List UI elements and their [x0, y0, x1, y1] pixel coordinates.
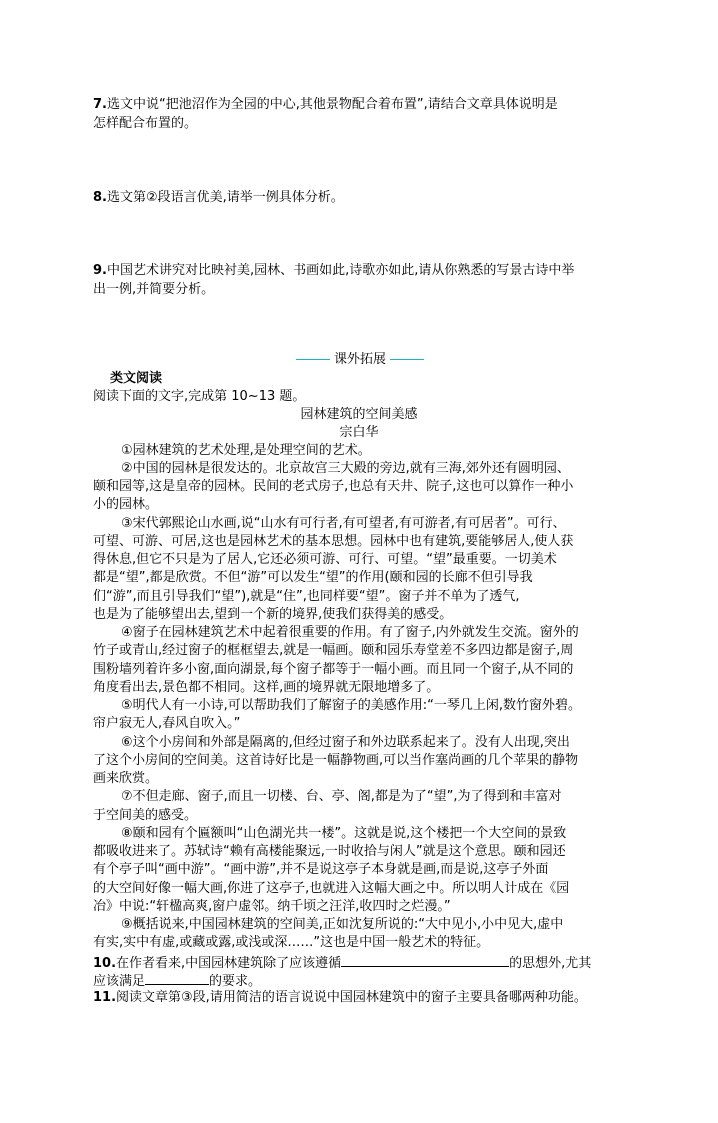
question-10-text-part3: 应该满足	[93, 974, 146, 989]
article-paragraph-line: 都吸收进来了。苏轼诗“赖有高楼能聚远,一时收拾与闲人”就是这个意思。颐和园还	[93, 844, 566, 859]
question-11	[93, 989, 587, 1007]
question-9	[93, 262, 574, 280]
section-rule-right	[390, 359, 424, 360]
reading-instruction: 阅读下面的文字,完成第 10~13 题。	[93, 389, 306, 404]
article-paragraph-line: ①园林建筑的艺术处理,是处理空间的艺术。	[121, 443, 371, 458]
question-10-text-part2: 的思想外,尤其	[509, 956, 592, 971]
article-paragraph-line: 可望、可游、可居,这也是园林艺术的基本思想。园林中也有建筑,要能够居人,使人获	[93, 534, 574, 549]
article-paragraph-line: ③宋代郭熙论山水画,说“山水有可行者,有可望者,有可游者,有可居者”。可行、	[121, 516, 566, 531]
article-paragraph-line: 小的园林。	[93, 497, 159, 512]
question-7	[93, 96, 558, 114]
section-title: 课外拓展	[333, 352, 386, 367]
article-paragraph-line: ⑨概括说来,中国园林建筑的空间美,正如沈复所说的:“大中见小,小中见大,虚中	[121, 917, 564, 932]
question-7-text-line2: 怎样配合布置的。	[93, 116, 198, 131]
article-paragraph-line: 颐和园等,这是皇帝的园林。民间的老式房子,也总有天井、院子,这也可以算作一种小	[93, 479, 574, 494]
answer-blank-1[interactable]	[341, 953, 509, 967]
article-paragraph-line: 的大空间好像一幅大画,你进了这亭子,也就进入这幅大画之中。所以明人计成在《园	[93, 881, 570, 896]
question-11-number: 11.	[93, 990, 117, 1005]
article-paragraph-line: 围粉墙列着许多小窗,面向湖景,每个窗子都等于一幅小画。而且同一个窗子,从不同的	[93, 662, 574, 677]
question-8	[93, 189, 344, 207]
article-paragraph-line: 了这个小房间的空间美。这首诗好比是一幅静物画,可以当作塞尚画的几个苹果的静物	[93, 753, 579, 768]
question-9-text-line1: 中国艺术讲究对比映衬美,园林、书画如此,诗歌亦如此,请从你熟悉的写景古诗中举	[106, 263, 575, 278]
question-10-text-part4: 的要求。	[209, 974, 262, 989]
section-subtitle: 类文阅读	[110, 371, 163, 386]
section-rule-left	[296, 359, 330, 360]
article-paragraph-line: 得休息,但它不只是为了居人,它还必须可游、可行、可望。“望”最重要。一切美术	[93, 552, 557, 567]
article-paragraph-line: 帘户寂无人,春风自吹入。”	[93, 716, 241, 731]
answer-blank-2[interactable]	[145, 971, 209, 985]
article-paragraph-line: 们“游”,而且引导我们“望”),就是“住”,也同样要“望”。窗子并不单为了透气,	[93, 589, 520, 604]
article-paragraph-line: 都是“望”,都是欣赏。不但“游”可以发生“望”的作用(颐和园的长廊不但引导我	[93, 570, 533, 585]
question-10-text-part1: 在作者看来,中国园林建筑除了应该遵循	[116, 956, 342, 971]
article-paragraph-line: 也是为了能够望出去,望到一个新的境界,使我们获得美的感受。	[93, 607, 453, 622]
article-title: 园林建筑的空间美感	[300, 407, 418, 422]
article-paragraph-line: ②中国的园林是很发达的。北京故宫三大殿的旁边,就有三海,郊外还有圆明园、	[121, 461, 570, 476]
question-7-number: 7.	[93, 97, 107, 112]
question-8-number: 8.	[93, 190, 107, 205]
article-paragraph-line: 冶》中说:“轩楹高爽,窗户虚邻。纳千顷之汪洋,收四时之烂漫。”	[93, 899, 451, 914]
article-paragraph-line: ⑤明代人有一小诗,可以帮助我们了解窗子的美感作用:“一琴几上闲,数竹窗外碧。	[121, 698, 582, 713]
question-8-text: 选文第②段语言优美,请举一例具体分析。	[106, 190, 344, 205]
question-9-text-line2: 出一例,并简要分析。	[93, 282, 215, 297]
article-author: 宗白华	[339, 425, 379, 440]
article-paragraph-line: 竹子或青山,经过窗子的框框望去,就是一幅画。颐和园乐寿堂差不多四边都是窗子,周	[93, 643, 574, 658]
article-paragraph-line: ⑥这个小房间和外部是隔离的,但经过窗子和外边联系起来了。没有人出现,突出	[121, 735, 570, 750]
question-10	[93, 953, 591, 973]
article-paragraph-line: 有实,实中有虚,或藏或露,或浅或深……”这也是中国一般艺术的特征。	[93, 935, 490, 950]
article-paragraph-line: 角度看出去,景色都不相同。这样,画的境界就无限地增多了。	[93, 680, 440, 695]
article-paragraph-line: ④窗子在园林建筑艺术中起着很重要的作用。有了窗子,内外就发生交流。窗外的	[121, 625, 579, 640]
article-paragraph-line: 画来欣赏。	[93, 771, 159, 786]
article-paragraph-line: 有个亭子叫“画中游”。“画中游”,并不是说这亭子本身就是画,而是说,这亭子外面	[93, 862, 549, 877]
question-7-text-line1: 选文中说“把池沼作为全园的中心,其他景物配合着布置”,请结合文章具体说明是	[106, 97, 558, 112]
article-paragraph-line: ⑧颐和园有个匾额叫“山色湖光共一楼”。这就是说,这个楼把一个大空间的景致	[121, 826, 567, 841]
question-10-number: 10.	[93, 956, 117, 971]
question-9-number: 9.	[93, 263, 107, 278]
section-header	[296, 351, 424, 369]
question-10-line2	[93, 971, 261, 991]
article-paragraph-line: ⑦不但走廊、窗子,而且一切楼、台、亭、阁,都是为了“望”,为了得到和丰富对	[121, 789, 562, 804]
article-paragraph-line: 于空间美的感受。	[93, 808, 198, 823]
question-11-text: 阅读文章第③段,请用简洁的语言说说中国园林建筑中的窗子主要具备哪两种功能。	[116, 990, 587, 1005]
